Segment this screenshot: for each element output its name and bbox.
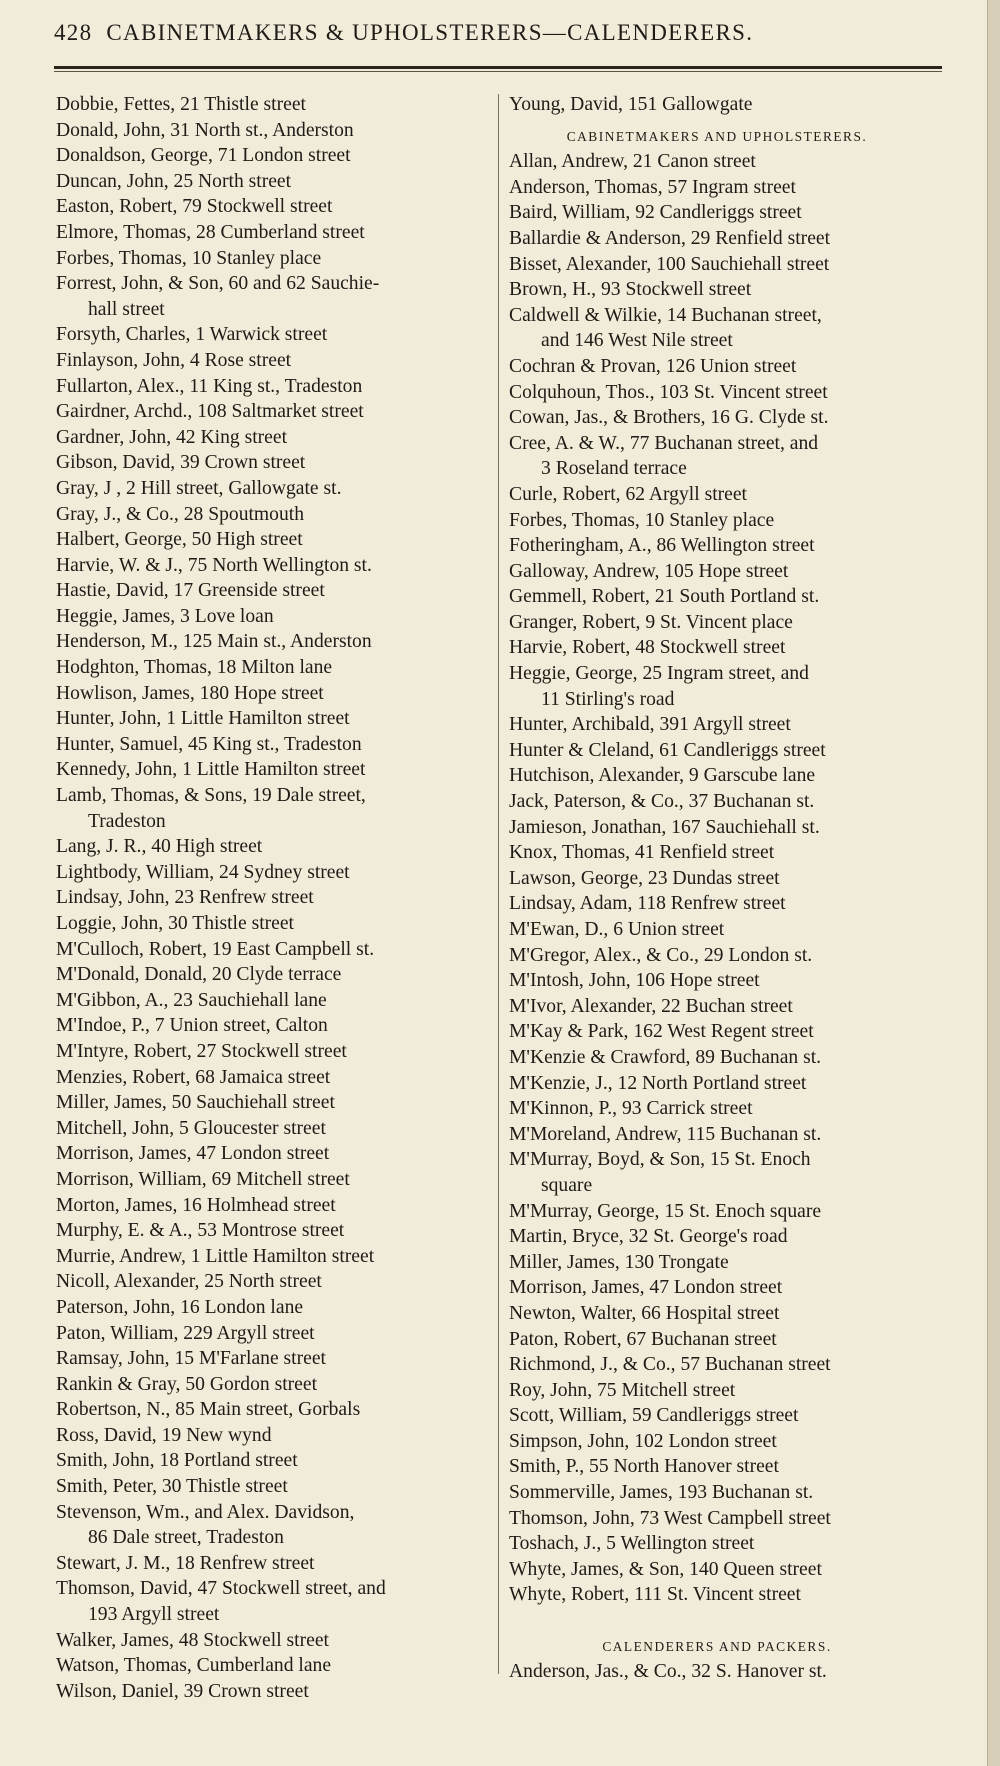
directory-entry: Paterson, John, 16 London lane (56, 1296, 304, 1318)
directory-entry: Ross, David, 19 New wynd (56, 1424, 272, 1446)
directory-entry: Harvie, Robert, 48 Stockwell street (509, 637, 786, 659)
directory-entry: Anderson, Thomas, 57 Ingram street (509, 176, 796, 198)
directory-entry: M'Murray, George, 15 St. Enoch square (509, 1200, 822, 1222)
section-heading: CABINETMAKERS AND UPHOLSTERERS. (566, 128, 868, 144)
directory-entry: Gibson, David, 39 Crown street (56, 452, 306, 474)
page-header (54, 20, 934, 46)
directory-entry: Smith, Peter, 30 Thistle street (56, 1476, 288, 1498)
directory-entry: Lindsay, John, 23 Renfrew street (56, 887, 314, 909)
directory-entry: M'Moreland, Andrew, 115 Buchanan st. (509, 1123, 822, 1145)
directory-entry-continuation: 11 Stirling's road (541, 688, 675, 710)
directory-entry: Menzies, Robert, 68 Jamaica street (56, 1066, 331, 1088)
directory-entry-continuation: 3 Roseland terrace (541, 458, 687, 480)
directory-entry: M'Kenzie & Crawford, 89 Buchanan st. (509, 1046, 822, 1068)
directory-entry: M'Intosh, John, 106 Hope street (509, 970, 760, 992)
directory-entry: M'Kay & Park, 162 West Regent street (509, 1021, 814, 1043)
directory-entry: Morrison, William, 69 Mitchell street (56, 1168, 350, 1190)
directory-entry: Gray, J , 2 Hill street, Gallowgate st. (56, 477, 342, 499)
directory-entry: Miller, James, 50 Sauchiehall street (56, 1092, 335, 1114)
right-column (509, 92, 955, 1685)
directory-entry: Ramsay, John, 15 M'Farlane street (56, 1348, 326, 1370)
directory-entry: Jamieson, Jonathan, 167 Sauchiehall st. (509, 816, 820, 838)
directory-entry-continuation: and 146 West Nile street (541, 330, 733, 352)
directory-entry: M'Donald, Donald, 20 Clyde terrace (56, 964, 342, 986)
directory-entry: Toshach, J., 5 Wellington street (509, 1533, 755, 1555)
directory-entry: Young, David, 151 Gallowgate (509, 94, 753, 115)
directory-entry: M'Ivor, Alexander, 22 Buchan street (509, 995, 793, 1017)
directory-entry: Hodghton, Thomas, 18 Milton lane (56, 657, 333, 679)
directory-entry: Simpson, John, 102 London street (509, 1430, 777, 1452)
directory-entry: Knox, Thomas, 41 Renfield street (509, 842, 775, 864)
directory-entry: Hunter, Archibald, 391 Argyll street (509, 714, 791, 736)
directory-entry: Lang, J. R., 40 High street (56, 836, 263, 858)
directory-entry: Baird, William, 92 Candleriggs street (509, 202, 802, 224)
directory-entry: Heggie, James, 3 Love loan (56, 605, 274, 627)
directory-entry: Lindsay, Adam, 118 Renfrew street (509, 893, 786, 915)
directory-entry: Galloway, Andrew, 105 Hope street (509, 560, 789, 582)
directory-entry: M'Gregor, Alex., & Co., 29 London st. (509, 944, 813, 966)
directory-entry: M'Intyre, Robert, 27 Stockwell street (56, 1040, 347, 1062)
directory-entry: Heggie, George, 25 Ingram street, and (509, 663, 809, 685)
directory-entry: M'Ewan, D., 6 Union street (509, 919, 725, 940)
directory-entry: Smith, John, 18 Portland street (56, 1450, 298, 1472)
directory-entry: Stevenson, Wm., and Alex. Davidson, (56, 1501, 355, 1523)
directory-entry: Elmore, Thomas, 28 Cumberland street (56, 221, 365, 243)
directory-entry: Newton, Walter, 66 Hospital street (509, 1302, 780, 1324)
directory-entry: Nicoll, Alexander, 25 North street (56, 1271, 322, 1293)
directory-entry: M'Kinnon, P., 93 Carrick street (509, 1098, 753, 1120)
directory-entry: Donaldson, George, 71 London street (56, 145, 351, 167)
directory-entry: Hunter & Cleland, 61 Candleriggs street (509, 739, 826, 761)
directory-entry: Murphy, E. & A., 53 Montrose street (56, 1220, 345, 1242)
directory-entry: Paton, Robert, 67 Buchanan street (509, 1328, 777, 1350)
header-rule (54, 66, 942, 69)
directory-entry: Lightbody, William, 24 Sydney street (56, 861, 350, 883)
directory-entry: M'Culloch, Robert, 19 East Campbell st. (56, 938, 375, 960)
directory-entry: Gardner, John, 42 King street (56, 426, 288, 448)
directory-entry: Caldwell & Wilkie, 14 Buchanan street, (509, 304, 822, 326)
directory-entry-continuation: 193 Argyll street (88, 1604, 220, 1626)
page-number: 428 (54, 20, 93, 45)
directory-entry: Cree, A. & W., 77 Buchanan street, and (509, 432, 819, 454)
directory-entry: Henderson, M., 125 Main st., Anderston (56, 631, 372, 653)
directory-entry: Watson, Thomas, Cumberland lane (56, 1655, 332, 1677)
directory-entry: Morrison, James, 47 London street (56, 1143, 330, 1165)
directory-entry: Rankin & Gray, 50 Gordon street (56, 1373, 318, 1395)
directory-entry: Colquhoun, Thos., 103 St. Vincent street (509, 381, 828, 403)
directory-entry: M'Murray, Boyd, & Son, 15 St. Enoch (509, 1149, 811, 1171)
directory-entry: Wilson, Daniel, 39 Crown street (56, 1680, 309, 1702)
directory-entry: Stewart, J. M., 18 Renfrew street (56, 1552, 315, 1574)
section-spacer (509, 1608, 955, 1634)
directory-entry: Forbes, Thomas, 10 Stanley place (509, 509, 775, 531)
directory-entry: Fotheringham, A., 86 Wellington street (509, 535, 815, 557)
header-rule-thin (54, 71, 942, 72)
directory-entry: Loggie, John, 30 Thistle street (56, 913, 294, 934)
directory-entry-continuation: hall street (88, 298, 165, 320)
directory-entry: Gray, J., & Co., 28 Spoutmouth (56, 503, 305, 525)
directory-entry: Curle, Robert, 62 Argyll street (509, 483, 747, 505)
directory-entry: Robertson, N., 85 Main street, Gorbals (56, 1399, 361, 1421)
directory-entry: Lamb, Thomas, & Sons, 19 Dale street, (56, 785, 366, 807)
directory-entry: Donald, John, 31 North st., Anderston (56, 119, 354, 141)
directory-entry: Roy, John, 75 Mitchell street (509, 1379, 736, 1401)
directory-entry: Martin, Bryce, 32 St. George's road (509, 1226, 788, 1248)
directory-entry-continuation: 86 Dale street, Tradeston (88, 1527, 284, 1549)
directory-entry: Gemmell, Robert, 21 South Portland st. (509, 586, 820, 608)
directory-entry: Cochran & Provan, 126 Union street (509, 355, 797, 377)
directory-entry: Forrest, John, & Son, 60 and 62 Sauchie- (56, 273, 380, 295)
directory-entry: Finlayson, John, 4 Rose street (56, 349, 292, 371)
directory-entry: Whyte, Robert, 111 St. Vincent street (509, 1584, 801, 1606)
directory-entry: Gairdner, Archd., 108 Saltmarket street (56, 401, 364, 423)
running-title: CABINETMAKERS & UPHOLSTERERS—CALENDERERS. (106, 20, 754, 45)
directory-entry: Easton, Robert, 79 Stockwell street (56, 196, 333, 218)
directory-entry: Duncan, John, 25 North street (56, 170, 292, 192)
directory-entry: Hunter, Samuel, 45 King st., Tradeston (56, 733, 362, 755)
directory-entry: Anderson, Jas., & Co., 32 S. Hanover st. (509, 1661, 827, 1683)
directory-entry: Hutchison, Alexander, 9 Garscube lane (509, 765, 816, 787)
directory-entry: Thomson, David, 47 Stockwell street, and (56, 1578, 386, 1600)
directory-entry-continuation: Tradeston (88, 810, 166, 832)
page-edge (987, 0, 1000, 1766)
directory-entry: Morton, James, 16 Holmhead street (56, 1194, 336, 1216)
directory-entry: Cowan, Jas., & Brothers, 16 G. Clyde st. (509, 407, 829, 429)
left-column (56, 92, 494, 1704)
directory-entry: Murrie, Andrew, 1 Little Hamilton street (56, 1245, 375, 1267)
directory-entry: Mitchell, John, 5 Gloucester street (56, 1117, 326, 1139)
directory-entry: Forbes, Thomas, 10 Stanley place (56, 247, 322, 269)
directory-entry: Scott, William, 59 Candleriggs street (509, 1405, 799, 1427)
column-divider (498, 94, 499, 1674)
directory-entry: Halbert, George, 50 High street (56, 529, 303, 551)
directory-entry: Fullarton, Alex., 11 King st., Tradeston (56, 375, 363, 397)
directory-entry: Paton, William, 229 Argyll street (56, 1322, 315, 1344)
directory-entry: Jack, Paterson, & Co., 37 Buchanan st. (509, 791, 815, 813)
directory-entry: Whyte, James, & Son, 140 Queen street (509, 1558, 822, 1580)
directory-entry: Sommerville, James, 193 Buchanan st. (509, 1482, 814, 1504)
directory-entry: Kennedy, John, 1 Little Hamilton street (56, 759, 366, 781)
directory-entry: Hastie, David, 17 Greenside street (56, 580, 325, 602)
directory-entry: Dobbie, Fettes, 21 Thistle street (56, 94, 306, 115)
directory-entry: Richmond, J., & Co., 57 Buchanan street (509, 1354, 831, 1376)
directory-entry: Howlison, James, 180 Hope street (56, 682, 324, 704)
section-heading: CALENDERERS AND PACKERS. (602, 1638, 832, 1654)
directory-entry: Hunter, John, 1 Little Hamilton street (56, 708, 350, 730)
directory-entry: Granger, Robert, 9 St. Vincent place (509, 611, 793, 633)
directory-entry: Lawson, George, 23 Dundas street (509, 867, 780, 889)
directory-entry: M'Indoe, P., 7 Union street, Calton (56, 1015, 328, 1037)
directory-entry: Ballardie & Anderson, 29 Renfield street (509, 227, 831, 249)
directory-entry: Morrison, James, 47 London street (509, 1277, 783, 1299)
directory-entry: Bisset, Alexander, 100 Sauchiehall street (509, 253, 830, 275)
directory-entry-continuation: square (541, 1174, 593, 1196)
directory-entry: Brown, H., 93 Stockwell street (509, 279, 752, 301)
directory-entry: M'Gibbon, A., 23 Sauchiehall lane (56, 989, 327, 1011)
directory-entry: Harvie, W. & J., 75 North Wellington st. (56, 554, 372, 576)
directory-entry: Walker, James, 48 Stockwell street (56, 1629, 329, 1651)
directory-entry: Thomson, John, 73 West Campbell street (509, 1507, 831, 1529)
directory-entry: M'Kenzie, J., 12 North Portland street (509, 1072, 807, 1094)
directory-entry: Miller, James, 130 Trongate (509, 1251, 729, 1273)
directory-entry: Smith, P., 55 North Hanover street (509, 1456, 779, 1478)
directory-entry: Forsyth, Charles, 1 Warwick street (56, 324, 328, 346)
directory-entry: Allan, Andrew, 21 Canon street (509, 151, 756, 173)
